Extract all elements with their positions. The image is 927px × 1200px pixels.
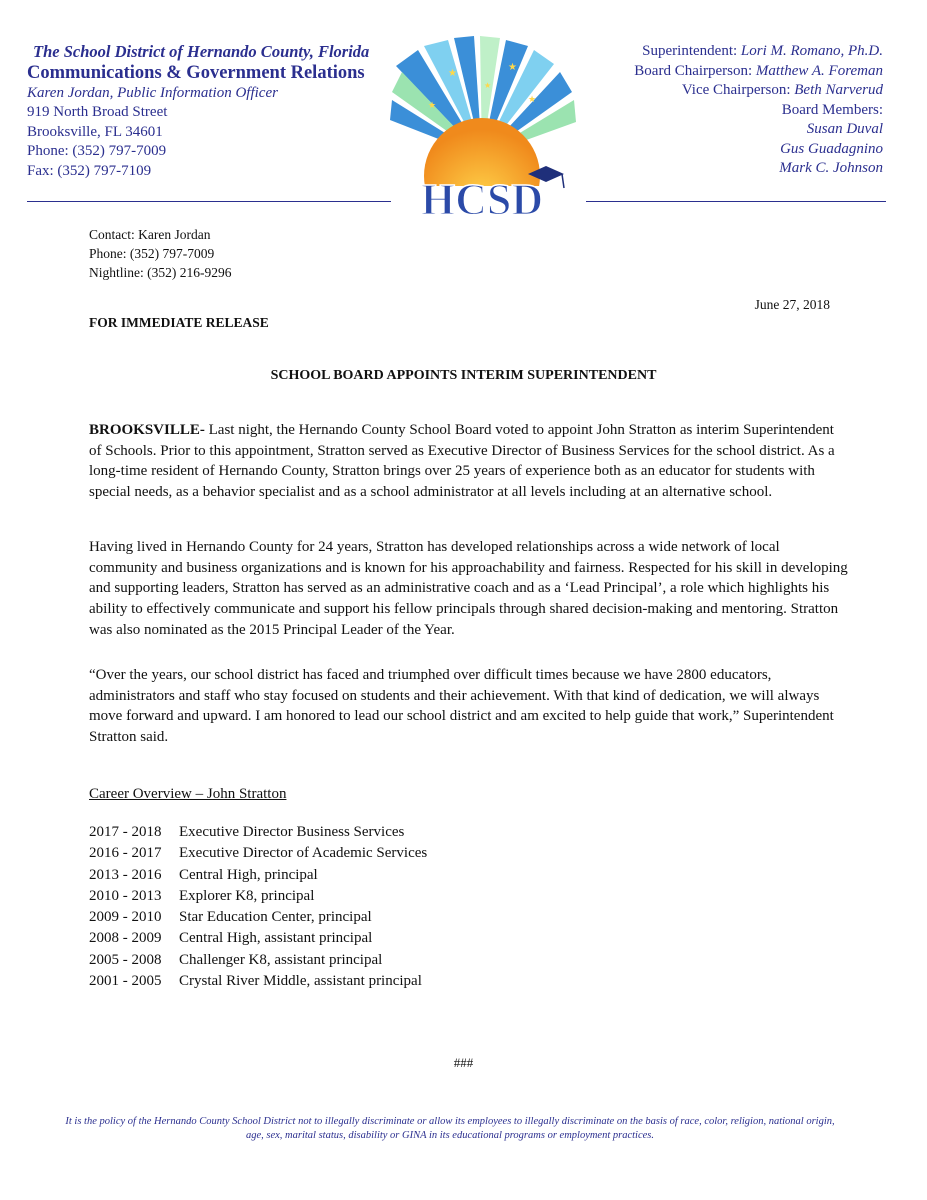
city-address: Brooksville, FL 34601: [27, 123, 163, 140]
header-divider-right: [586, 201, 886, 202]
contact-block: [89, 225, 231, 282]
paragraph-1-text: Last night, the Hernando County School Board voted to appoint John Stratton as interim Superintendent of Schools. Prior to this appointment, Stratton served as Executive Director of Business Services for the school district. As a long-time resident of Hernando County, Stratton brings over 25 years of experience both as an educator for students with special needs, as a behavior specialist and as a school administrator at all levels including at an alternative school.: [89, 422, 835, 501]
hcsd-logo: [388, 36, 576, 224]
letterhead-left: [27, 42, 397, 181]
svg-text:★: ★: [528, 94, 537, 104]
superintendent-line: [553, 42, 883, 62]
career-row: [89, 865, 427, 886]
chair-name: Matthew A. Foreman: [755, 62, 883, 79]
dateline: BROOKSVILLE-: [89, 422, 205, 438]
superintendent-label: Superintendent:: [642, 43, 738, 59]
body-paragraph-3: “Over the years, our school district has faced and triumphed over difficult times because we have 2800 educators, administrators and staff who stay focused on students and their achievement. With that kind of dedication, we will always move forward and upward. I am honored to lead our school district and am excited to help guide that work,” Superintendent Stratton said.: [89, 667, 834, 746]
career-row: [89, 843, 427, 864]
career-row: [89, 886, 427, 907]
career-row: [89, 950, 427, 971]
body-paragraph-2: Having lived in Hernando County for 24 years, Stratton has developed relationships across a wide network of local community and business organizations and is known for his approachability and fairness. Respected for his skill in developing and supporting leaders, Stratton has served as an administrative coach and as a ‘Lead Principal’, a role which highlights his ability to effectively communicate and support his fellow principals through shared decision-making and mentoring. Stratton was also nominated as the 2015 Principal Leader of the Year.: [89, 539, 848, 638]
career-row: [89, 907, 427, 928]
contact-phone: Phone: (352) 797-7009: [89, 246, 215, 261]
career-years: 2009 - 2010: [89, 909, 162, 926]
chair-line: [553, 62, 883, 82]
header-divider-left: [27, 201, 391, 202]
career-role: Central High, assistant principal: [179, 930, 373, 947]
street-address: 919 North Broad Street: [27, 104, 168, 120]
headline: SCHOOL BOARD APPOINTS INTERIM SUPERINTENDENT: [270, 368, 657, 383]
fax-number: Fax: (352) 797-7109: [27, 162, 152, 179]
chair-label: Board Chairperson:: [634, 62, 753, 79]
superintendent-name: Lori M. Romano, Ph.D.: [740, 43, 883, 59]
career-years: 2010 - 2013: [89, 887, 162, 904]
career-role: Executive Director of Academic Services: [179, 845, 428, 862]
career-years: 2013 - 2016: [89, 866, 162, 883]
career-role: Challenger K8, assistant principal: [179, 951, 383, 968]
body-paragraph-1: [89, 420, 849, 503]
board-member: Susan Duval: [806, 121, 883, 137]
career-list: [89, 822, 427, 992]
svg-text:★: ★: [508, 62, 517, 73]
nondiscrimination-footer: It is the policy of the Hernando County School District not to illegally discriminate or allow its employees to illegally discriminate on the basis of race, color, religion, national origin, age, sex, marital status, disability or GINA in its educational programs or employment practices.: [65, 1116, 835, 1141]
svg-text:★: ★: [428, 100, 437, 110]
career-years: 2001 - 2005: [89, 973, 162, 990]
career-years: 2016 - 2017: [89, 845, 162, 862]
career-role: Executive Director Business Services: [179, 824, 405, 840]
district-name: The School District of Hernando County, Florida: [33, 42, 370, 61]
letterhead-right: [553, 42, 883, 179]
board-member: Mark C. Johnson: [779, 160, 883, 176]
career-years: 2008 - 2009: [89, 930, 162, 947]
career-row: [89, 928, 427, 949]
career-role: Star Education Center, principal: [179, 909, 372, 926]
contact-name: Contact: Karen Jordan: [89, 227, 211, 242]
vice-name: Beth Narverud: [794, 82, 883, 98]
logo-letters: HCSD: [420, 175, 544, 224]
end-mark: ###: [453, 1055, 474, 1070]
career-row: [89, 971, 427, 992]
board-member: Gus Guadagnino: [780, 140, 883, 157]
svg-text:★: ★: [484, 81, 492, 90]
vice-label: Vice Chairperson:: [681, 82, 791, 98]
vice-line: [553, 81, 883, 101]
department-name: Communications & Government Relations: [27, 62, 365, 83]
svg-text:★: ★: [448, 68, 457, 79]
contact-nightline: Nightline: (352) 216-9296: [89, 265, 232, 280]
members-label: Board Members:: [781, 101, 883, 118]
career-years: 2005 - 2008: [89, 951, 162, 968]
release-label: FOR IMMEDIATE RELEASE: [89, 315, 269, 330]
career-title: Career Overview – John Stratton: [89, 786, 287, 802]
career-years: 2017 - 2018: [89, 824, 162, 840]
release-date: June 27, 2018: [754, 297, 830, 312]
phone-number: Phone: (352) 797-7009: [27, 143, 167, 159]
officer-name: Karen Jordan, Public Information Officer: [27, 84, 278, 101]
career-row: [89, 822, 427, 843]
career-role: Central High, principal: [179, 866, 318, 883]
career-role: Explorer K8, principal: [179, 887, 315, 904]
career-role: Crystal River Middle, assistant principal: [179, 973, 422, 990]
